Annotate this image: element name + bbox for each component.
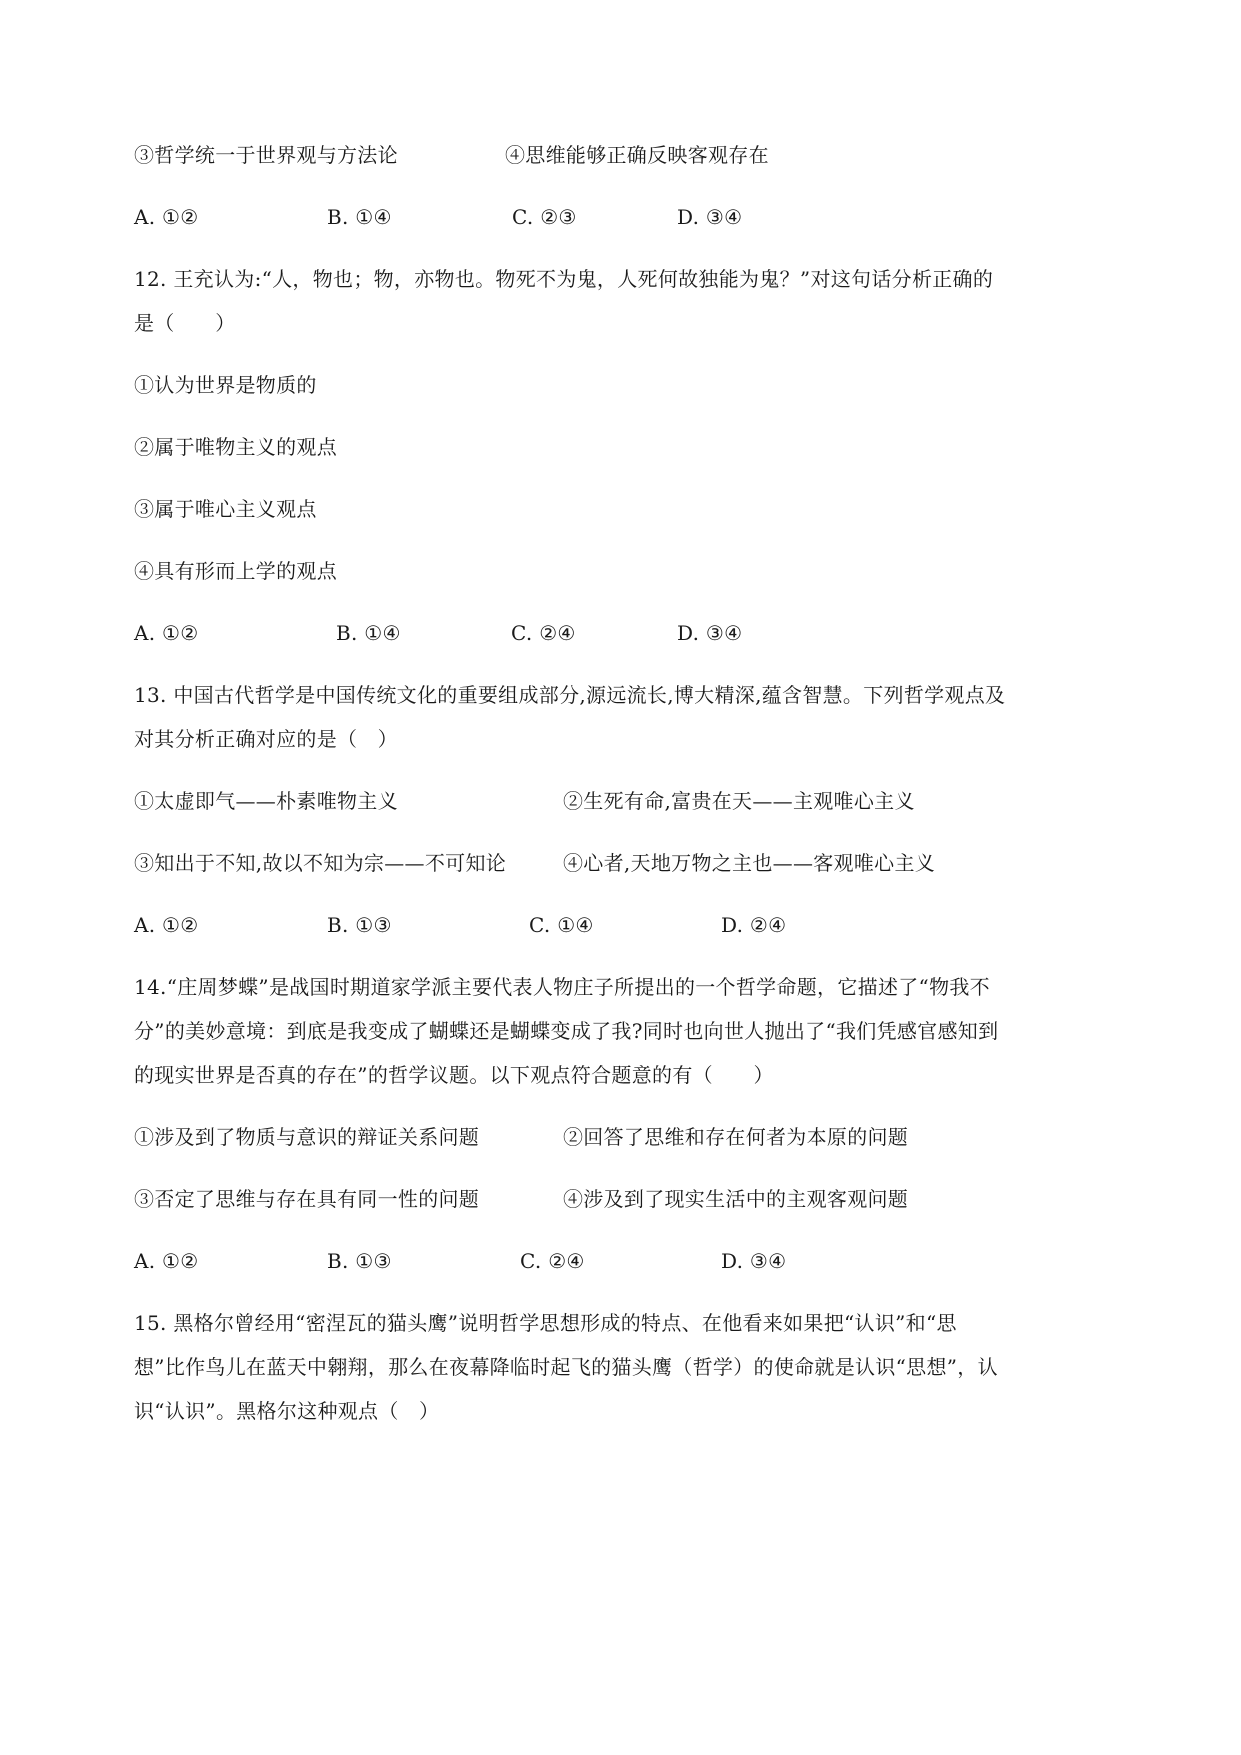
q11-option-3: ③哲学统一于世界观与方法论 (134, 143, 398, 167)
q11-choice-a: A. ①② (134, 205, 199, 229)
q14-stem-line-3: 的现实世界是否真的存在”的哲学议题。以下观点符合题意的有（ ） (134, 1063, 774, 1087)
q11-choice-c: C. ②③ (512, 205, 577, 229)
q12-choice-c: C. ②④ (511, 621, 576, 645)
q12-stem-line-2: 是（ ） (134, 311, 236, 335)
q13-choice-b: B. ①③ (327, 913, 392, 937)
q11-choice-b: B. ①④ (327, 205, 392, 229)
q13-choice-a: A. ①② (134, 913, 199, 937)
q11-choice-d: D. ③④ (677, 205, 743, 229)
q13-option-3: ③知出于不知,故以不知为宗——不可知论 (134, 851, 507, 875)
q14-option-4: ④涉及到了现实生活中的主观客观问题 (563, 1187, 909, 1211)
q13-stem-line-1: 13. 中国古代哲学是中国传统文化的重要组成部分,源远流长,博大精深,蕴含智慧。下列哲学观点及 (134, 683, 1006, 707)
q13-choice-d: D. ②④ (721, 913, 787, 937)
q15-stem-line-2: 想”比作鸟儿在蓝天中翱翔，那么在夜幕降临时起飞的猫头鹰（哲学）的使命就是认识“思想”，认 (134, 1355, 998, 1379)
q14-option-3: ③否定了思维与存在具有同一性的问题 (134, 1187, 480, 1211)
q13-choice-c: C. ①④ (529, 913, 594, 937)
q12-option-2: ②属于唯物主义的观点 (134, 435, 337, 459)
q14-stem-line-1: 14.“庄周梦蝶”是战国时期道家学派主要代表人物庄子所提出的一个哲学命题，它描述了“物我不 (134, 975, 990, 999)
q12-choice-a: A. ①② (134, 621, 199, 645)
q14-choice-a: A. ①② (134, 1249, 199, 1273)
q14-choice-d: D. ③④ (721, 1249, 787, 1273)
q13-stem-line-2: 对其分析正确对应的是（ ） (134, 727, 398, 751)
q12-option-4: ④具有形而上学的观点 (134, 559, 337, 583)
q12-option-1: ①认为世界是物质的 (134, 373, 317, 397)
q15-stem-line-3: 识“认识”。黑格尔这种观点（ ） (134, 1399, 440, 1423)
q12-stem-line-1: 12. 王充认为:“人，物也；物，亦物也。物死不为鬼，人死何故独能为鬼？”对这句话分析正确的 (134, 267, 994, 291)
q12-choice-d: D. ③④ (677, 621, 743, 645)
q13-option-4: ④心者,天地万物之主也——客观唯心主义 (563, 851, 936, 875)
q14-option-2: ②回答了思维和存在何者为本原的问题 (563, 1125, 909, 1149)
q11-option-4: ④思维能够正确反映客观存在 (505, 143, 769, 167)
q13-option-1: ①太虚即气——朴素唯物主义 (134, 789, 398, 813)
q15-stem-line-1: 15. 黑格尔曾经用“密涅瓦的猫头鹰”说明哲学思想形成的特点、在他看来如果把“认识”和“思 (134, 1311, 957, 1335)
q12-option-3: ③属于唯心主义观点 (134, 497, 317, 521)
q14-choice-b: B. ①③ (327, 1249, 392, 1273)
q14-stem-line-2: 分”的美妙意境：到底是我变成了蝴蝶还是蝴蝶变成了我?同时也向世人抛出了“我们凭感官感知到 (134, 1019, 999, 1043)
q12-choice-b: B. ①④ (336, 621, 401, 645)
q13-option-2: ②生死有命,富贵在天——主观唯心主义 (563, 789, 915, 813)
q14-option-1: ①涉及到了物质与意识的辩证关系问题 (134, 1125, 480, 1149)
q14-choice-c: C. ②④ (520, 1249, 585, 1273)
